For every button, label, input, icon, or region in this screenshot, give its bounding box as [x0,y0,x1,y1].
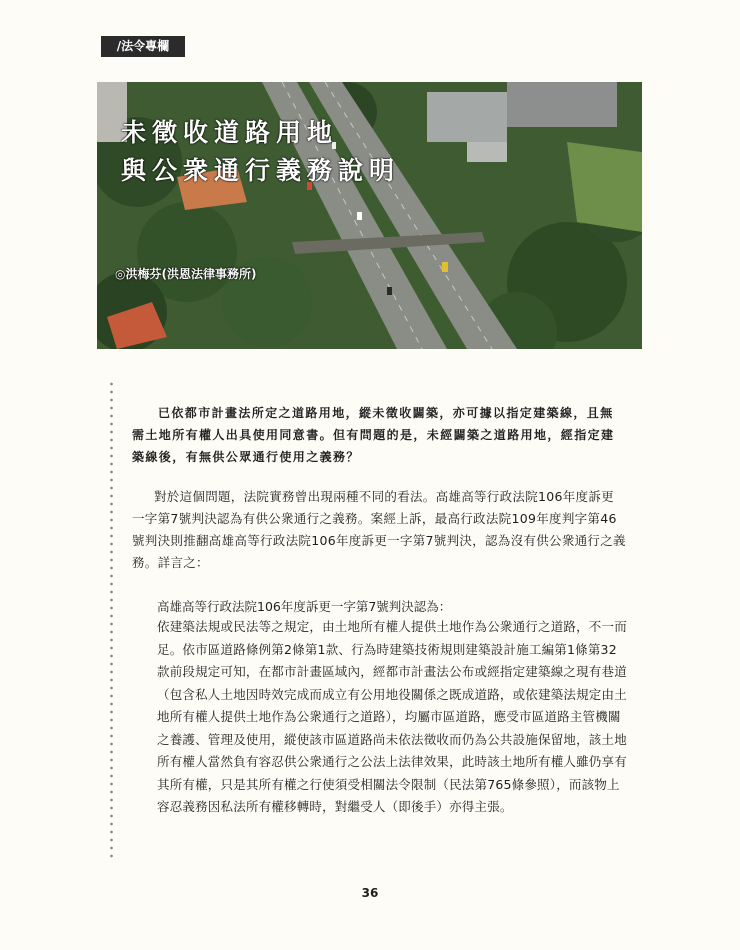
hero-image [97,82,642,349]
title-line-2: 與公衆通行義務說明 [121,156,401,185]
dotted-margin-rule [110,380,113,860]
section-tag: /法令專欄 [101,36,185,57]
question-paragraph: 已依都市計畫法所定之道路用地，縱未徵收闢築，亦可據以指定建築線，且無需土地所有權人出具使用同意書。但有問題的是，未經闢築之道路用地，經指定建築線後，有無供公眾通行使用之義務？ [132,406,615,464]
answer-paragraph: 對於這個問題，法院實務曾出現兩種不同的看法。高雄高等行政法院106年度訴更一字第7號判決認為有供公衆通行之義務。案經上訴，最高行政法院109年度判字第46號判決則推翻高雄高等行政法院106年度訴更一字第7號判決，認為沒有供公衆通行之義務。詳言之： [132,489,626,570]
article-title [121,114,400,190]
quote-heading: 高雄高等行政法院106年度訴更一字第7號判決認為： [157,599,452,614]
title-line-1: 未徵收道路用地 [121,118,339,147]
quote-body: 依建築法規或民法等之規定，由土地所有權人提供土地作為公衆通行之道路，不一而足。依市區道路條例第2條第1款、行為時建築技術規則建築設計施工編第1條第32款前段規定可知，在都市計畫區域內，經都市計畫法公布或經指定建築線之現有巷道（包含私人土地因時效完成而成立有公用地役關係之既成道路，或依建築法規定由土地所有權人提供土地作為公衆通行之道路），均屬市區道路，應受市區道路主管機關之養護、管理及使用，縱使該市區道路尚未依法徵收而仍為公共設施保留地，該土地所有權人當然負有容忍供公衆通行之公法上法律效果，此時該土地所有權人雖仍享有其所有權，只是其所有權之行使須受相關法令限制（民法第765條參照），而該物上容忍義務因私法所有權移轉時，對繼受人（即後手）亦得主張。 [157,619,627,814]
page-number: 36 [361,886,379,900]
author-credit: ◎洪梅芬(洪恩法律事務所) [115,267,257,281]
